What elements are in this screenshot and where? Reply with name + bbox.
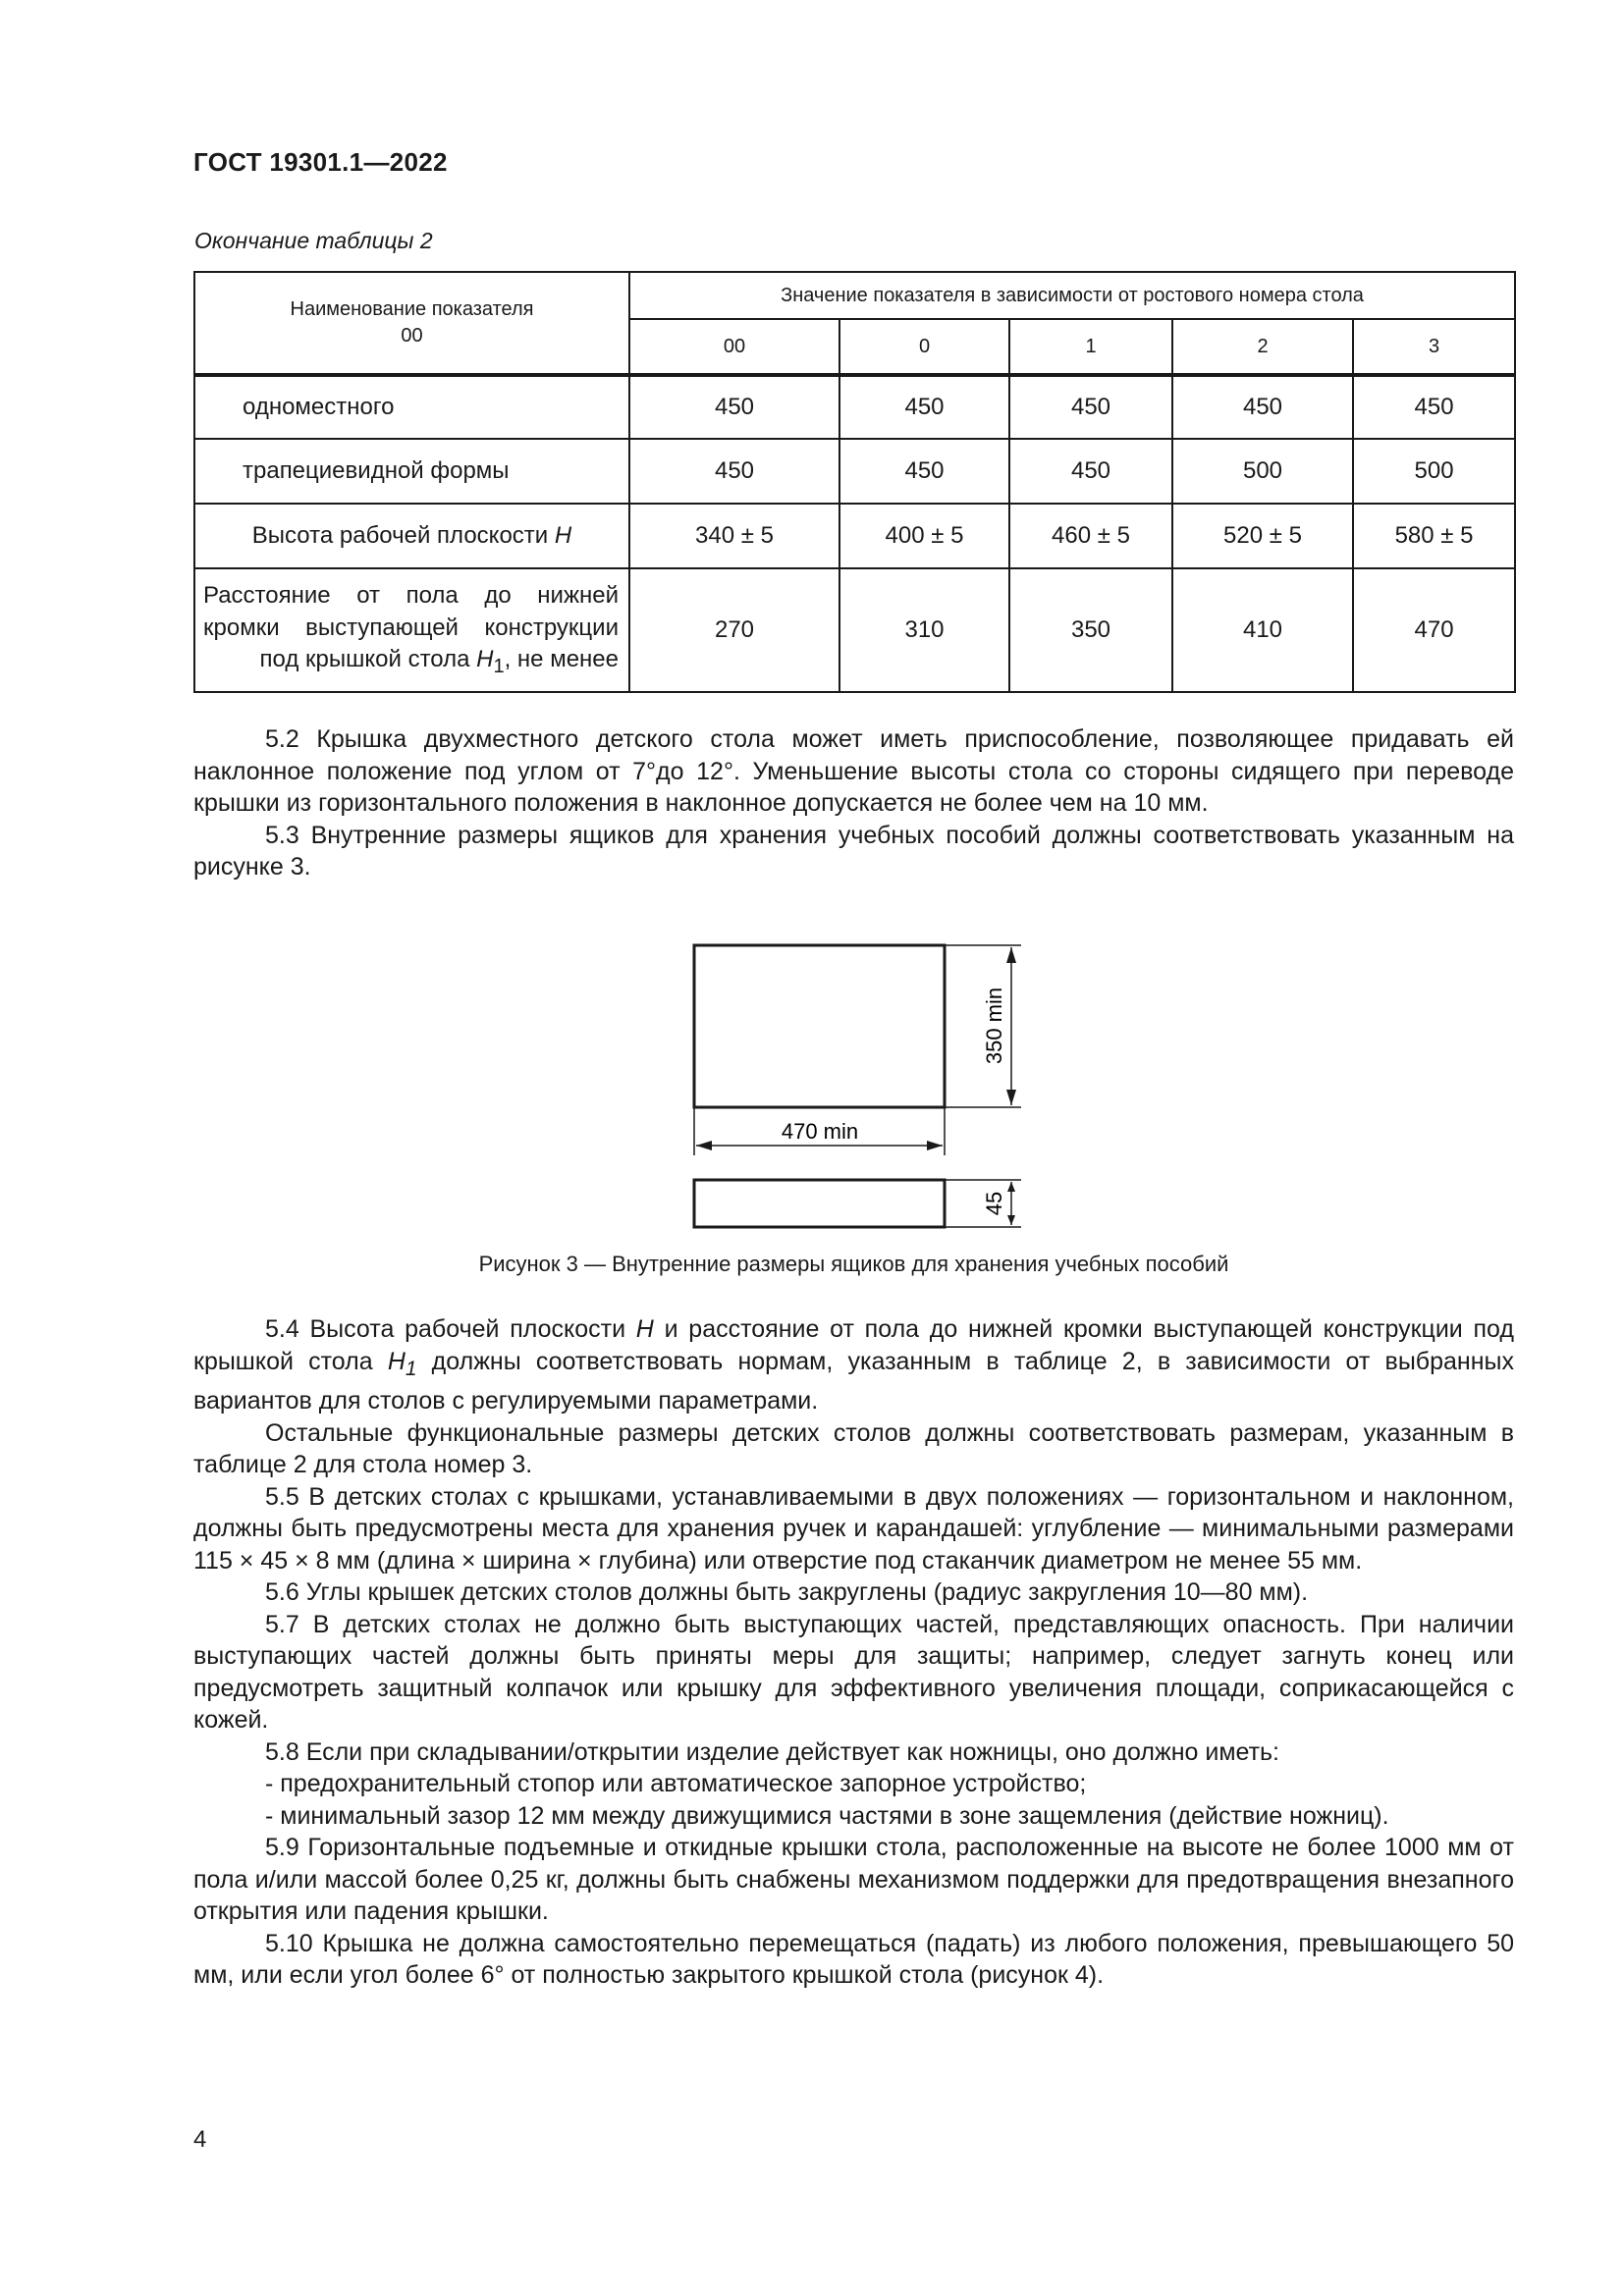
- figure-caption: Рисунок 3 — Внутренние размеры ящиков для хранения учебных пособий: [478, 1252, 1229, 1276]
- table-cell: 410: [1172, 568, 1353, 692]
- table-cell: 400 ± 5: [839, 504, 1009, 568]
- text-block-upper: [193, 723, 1514, 883]
- paragraph-5-4-part: должны соответствовать нормам, указанным в таблице 2, в зависимости от выбранных вариантов для столов с регулируемыми параметрами.: [193, 1347, 1514, 1415]
- paragraph-rest: Остальные функциональные размеры детских столов должны соответствовать размерам, указанным в таблице 2 для стола номер 3.: [193, 1418, 1514, 1478]
- table-caption: Окончание таблицы 2: [194, 228, 433, 253]
- paragraph-5-7: 5.7 В детских столах не должно быть выступающих частей, представляющих опасность. При наличии выступающих частей должны быть приняты меры для защиты; например, следует загнуть конец или предусмотреть защитный колпачок или крышку для эффективного увеличения площади, соприкасающейся с кожей.: [193, 1610, 1514, 1734]
- row-name: [194, 504, 629, 568]
- table-cell: 450: [1009, 375, 1172, 439]
- row-name-text: Расстояние от пола до нижней кромки выступающей конструкции под крышкой стола: [203, 582, 619, 672]
- symbol-h: H: [387, 1347, 406, 1375]
- page-number: 4: [193, 2126, 207, 2153]
- table-row: [194, 375, 1515, 439]
- table-row: [194, 504, 1515, 568]
- paragraph-5-9: 5.9 Горизонтальные подъемные и откидные крышки стола, расположенные на высоте не более 1000 мм от пола и/или массой более 0,25 кг, должны быть снабжены механизмом поддержки для предотвращения внезапного открытия или падения крышки.: [193, 1834, 1514, 1925]
- figure-3-diagram: [677, 937, 1041, 1242]
- paragraph-5-3: 5.3 Внутренние размеры ящиков для хранения учебных пособий должны соответствовать указанным на рисунке 3.: [193, 821, 1514, 881]
- table-row: [194, 568, 1515, 692]
- symbol-h: H: [476, 645, 494, 672]
- paragraph-5-8: 5.8 Если при складывании/открытии изделие действует как ножницы, оно должно иметь:: [265, 1737, 1279, 1766]
- table-cell: 520 ± 5: [1172, 504, 1353, 568]
- row-name: трапециевидной формы: [194, 439, 629, 504]
- table-cell: 450: [839, 375, 1009, 439]
- table-cell: 450: [629, 375, 839, 439]
- document-header: ГОСТ 19301.1—2022: [193, 147, 448, 177]
- table-cell: 350: [1009, 568, 1172, 692]
- text-block-lower: [193, 1313, 1514, 1992]
- paragraph-5-2: 5.2 Крышка двухместного детского стола может иметь приспособление, позволяющее придавать ей наклонное положение под углом от 7°до 12°. Уменьшение высоты стола со стороны сидящего при переводе крышки из горизонтального положения в наклонное допускается не более чем на 10 мм.: [193, 725, 1514, 817]
- col-header-main: Значение показателя в зависимости от ростового номера стола: [629, 272, 1515, 319]
- row-name-suffix: , не менее: [504, 645, 619, 672]
- paragraph-5-5: 5.5 В детских столах с крышками, устанавливаемыми в двух положениях — горизонтальном и наклонном, должны быть предусмотрены места для хранения ручек и карандашей: углубление — минимальными размерами 115 × 45 × 8 мм (длина × ширина × глубина) или отверстие под стаканчик диаметром не менее 55 мм.: [193, 1482, 1514, 1575]
- table-cell: 500: [1353, 439, 1515, 504]
- row-header-sub: 00: [401, 325, 423, 347]
- list-item: - предохранительный стопор или автоматическое запорное устройство;: [265, 1770, 1087, 1797]
- table-cell: 500: [1172, 439, 1353, 504]
- table-cell: 340 ± 5: [629, 504, 839, 568]
- row-name: одноместного: [194, 375, 629, 439]
- col-header: 1: [1009, 319, 1172, 375]
- symbol-h: H: [635, 1315, 654, 1343]
- list-item: - минимальный зазор 12 мм между движущимися частями в зоне защемления (действие ножниц).: [265, 1801, 1389, 1830]
- table-cell: 270: [629, 568, 839, 692]
- symbol-h: H: [554, 521, 572, 549]
- symbol-sub: 1: [493, 655, 505, 677]
- dim-label-width: 470 min: [781, 1119, 859, 1144]
- paragraph-5-4-part: 5.4 Высота рабочей плоскости: [265, 1315, 636, 1343]
- table-cell: 580 ± 5: [1353, 504, 1515, 568]
- row-header-label: Наименование показателя: [290, 298, 534, 320]
- drawer-front-view: [694, 945, 945, 1107]
- symbol-sub: 1: [405, 1357, 417, 1380]
- paragraph-5-10: 5.10 Крышка не должна самостоятельно перемещаться (падать) из любого положения, превышающего 50 мм, или если угол более 6° от полностью закрытого крышкой стола (рисунок 4).: [193, 1929, 1514, 1989]
- row-header-cell: [194, 272, 629, 375]
- col-header: 00: [629, 319, 839, 375]
- dim-label-height: 350 min: [982, 987, 1006, 1065]
- table-row: [194, 439, 1515, 504]
- col-header: 2: [1172, 319, 1353, 375]
- table-cell: 460 ± 5: [1009, 504, 1172, 568]
- paragraph-5-4: [193, 1313, 1514, 1417]
- table-cell: 450: [1353, 375, 1515, 439]
- drawer-side-view: [694, 1180, 945, 1227]
- paragraph-5-6: 5.6 Углы крышек детских столов должны быть закруглены (радиус закругления 10—80 мм).: [265, 1578, 1309, 1606]
- col-header: 3: [1353, 319, 1515, 375]
- dim-label-depth: 45: [982, 1191, 1006, 1216]
- table-cell: 470: [1353, 568, 1515, 692]
- row-name-text: Высота рабочей плоскости: [251, 521, 555, 549]
- table-cell: 450: [839, 439, 1009, 504]
- table-cell: 450: [1172, 375, 1353, 439]
- table-cell: 450: [629, 439, 839, 504]
- specs-table: [193, 271, 1516, 693]
- col-header: 0: [839, 319, 1009, 375]
- row-name: [194, 568, 629, 692]
- table-cell: 310: [839, 568, 1009, 692]
- paragraph-5-4-part: и расстояние от пола до нижней кромки выступающей конструкции под крышкой стола: [193, 1315, 1514, 1375]
- table-cell: 450: [1009, 439, 1172, 504]
